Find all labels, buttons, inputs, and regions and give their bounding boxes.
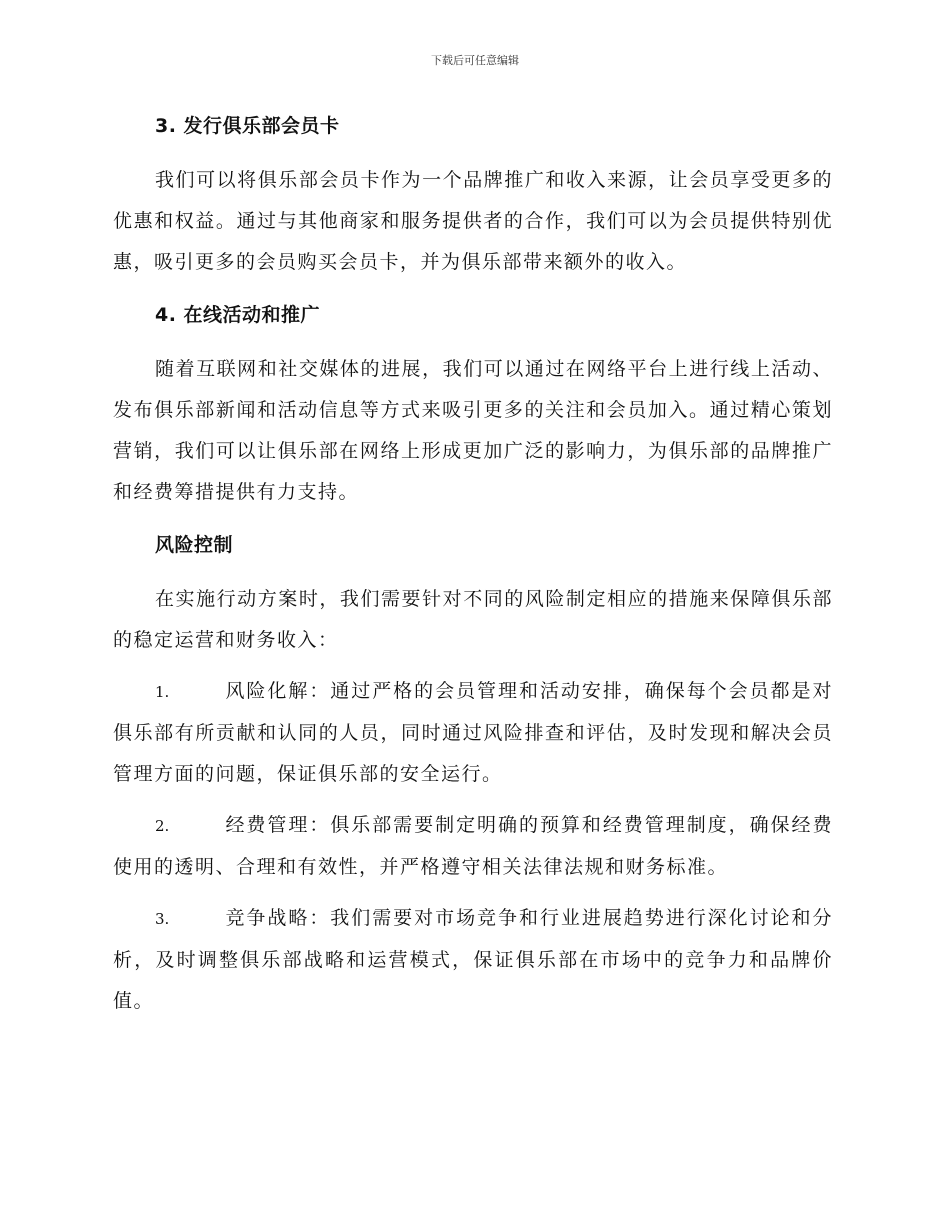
paragraph-membership: 我们可以将俱乐部会员卡作为一个品牌推广和收入来源，让会员享受更多的优惠和权益。通过与其他商家和服务提供者的合作，我们可以为会员提供特别优惠，吸引更多的会员购买会员卡，并为俱乐部带来额外的收入。: [113, 169, 833, 273]
section-heading-online: 4. 在线活动和推广: [155, 304, 321, 326]
list-number: 2.: [155, 817, 170, 835]
document-body: [113, 112, 833, 1032]
list-item-text: 经费管理：俱乐部需要制定明确的预算和经费管理制度，确保经费使用的透明、合理和有效性，并严格遵守相关法律法规和财务标准。: [113, 814, 833, 878]
list-item-risk-2: [113, 805, 833, 888]
list-item-text: 竞争战略：我们需要对市场竞争和行业进展趋势进行深化讨论和分析，及时调整俱乐部战略和运营模式，保证俱乐部在市场中的竞争力和品牌价值。: [113, 907, 833, 1012]
list-item-text: 风险化解：通过严格的会员管理和活动安排，确保每个会员都是对俱乐部有所贡献和认同的人员，同时通过风险排查和评估，及时发现和解决会员管理方面的问题，保证俱乐部的安全运行。: [113, 680, 833, 785]
section-heading-risk: 风险控制: [155, 534, 234, 556]
list-number: 1.: [155, 683, 170, 701]
paragraph-risk-intro: 在实施行动方案时，我们需要针对不同的风险制定相应的措施来保障俱乐部的稳定运营和财务收入：: [113, 588, 833, 651]
list-number: 3.: [155, 910, 170, 928]
section-heading-membership: 3. 发行俱乐部会员卡: [155, 115, 340, 137]
list-item-risk-3: [113, 898, 833, 1022]
page-header-note: 下载后可任意编辑: [431, 54, 519, 67]
paragraph-online: 随着互联网和社交媒体的进展，我们可以通过在网络平台上进行线上活动、发布俱乐部新闻和活动信息等方式来吸引更多的关注和会员加入。通过精心策划营销，我们可以让俱乐部在网络上形成更加广泛的影响力，为俱乐部的品牌推广和经费筹措提供有力支持。: [113, 358, 833, 503]
list-item-risk-1: [113, 671, 833, 795]
